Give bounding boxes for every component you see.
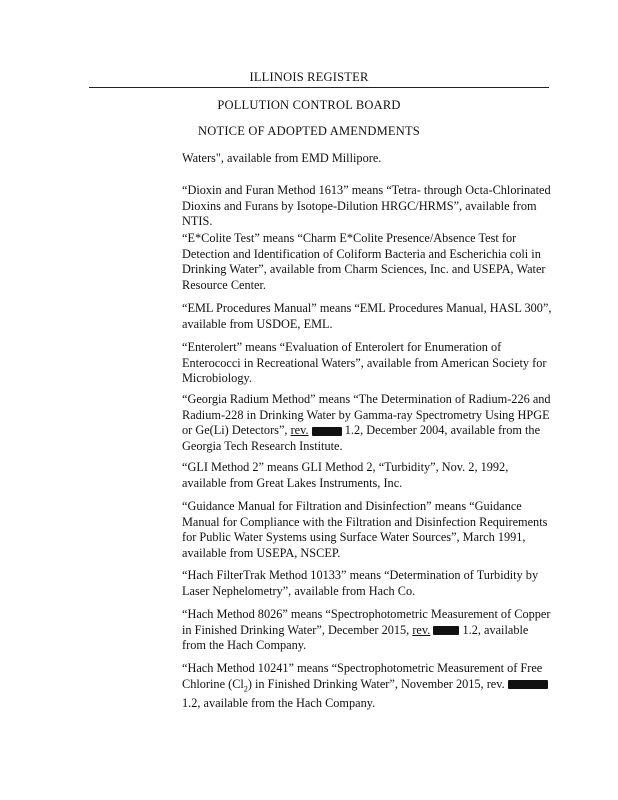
georgia-radium-tail: 1.2, December 2004, available from the Georgia Tech Research Institute. (182, 423, 541, 453)
notice-heading: NOTICE OF ADOPTED AMENDMENTS (198, 124, 420, 138)
hach-10241-mid: ) in Finished Drinking Water”, November 2015, rev. (247, 676, 505, 691)
hach-10241-tail: 1.2, available from the Hach Company. (182, 696, 376, 711)
georgia-radium-text: “Georgia Radium Method” means “The Determination of Radium-226 and Radium-228 in Drinking Water by Gamma-ray Spectrometry Using HPGE or Ge(Li) Detectors”, (182, 392, 551, 437)
hach-8026-tail: 1.2, available from the Hach Company. (182, 622, 529, 652)
header-rule (89, 87, 549, 88)
paragraph-dioxin-furan: “Dioxin and Furan Method 1613” means “Tetra- through Octa-Chlorinated Dioxins and Furans by Isotope-Dilution HRGC/HRMS”, available from NTIS. (182, 183, 551, 228)
redaction-mark (312, 427, 342, 436)
hach-10241-text: “Hach Method 10241” means “Spectrophotometric Measurement of Free Chlorine (Cl (182, 661, 543, 691)
register-title: ILLINOIS REGISTER (249, 70, 369, 84)
paragraph-enterolert: “Enterolert” means “Evaluation of Enterolert for Enumeration of Enterococci in Recreational Waters”, available from American Society for Microbiology. (182, 340, 547, 385)
revision-label: rev. (412, 622, 431, 637)
paragraph-hach-filtertrak: “Hach FilterTrak Method 10133” means “Determination of Turbidity by Laser Nephelometry”, available from Hach Co. (182, 568, 539, 598)
paragraph-eml-manual: “EML Procedures Manual” means “EML Procedures Manual, HASL 300”, available from USDOE, EML. (182, 301, 552, 331)
redaction-mark (433, 626, 459, 635)
paragraph-ecolite: “E*Colite Test” means “Charm E*Colite Presence/Absence Test for Detection and Identification of Coliform Bacteria and Escherichia coli in Drinking Water”, available from Charm Sciences, Inc. and USEPA, Water Resource Center. (182, 231, 546, 292)
paragraph-hach-8026 (182, 607, 552, 654)
paragraph-georgia-radium (182, 392, 552, 454)
paragraph-guidance-manual: “Guidance Manual for Filtration and Disinfection” means “Guidance Manual for Compliance with the Filtration and Disinfection Requirements for Public Water Systems using Surface Water Sources”, March 1991, available from USEPA, NSCEP. (182, 499, 548, 560)
subscript-2: 2 (243, 683, 248, 693)
paragraph-hach-10241 (182, 661, 552, 712)
paragraph-gli-method: “GLI Method 2” means GLI Method 2, “Turbidity”, Nov. 2, 1992, available from Great Lakes Instruments, Inc. (182, 460, 509, 490)
hach-8026-text: “Hach Method 8026” means “Spectrophotometric Measurement of Copper in Finished Drinking Water”, December 2015, (182, 607, 551, 637)
revision-label: rev. (290, 423, 309, 437)
agency-heading: POLLUTION CONTROL BOARD (217, 98, 401, 112)
paragraph-continuation: Waters", available from EMD Millipore. (182, 151, 382, 165)
redaction-mark (508, 680, 548, 689)
